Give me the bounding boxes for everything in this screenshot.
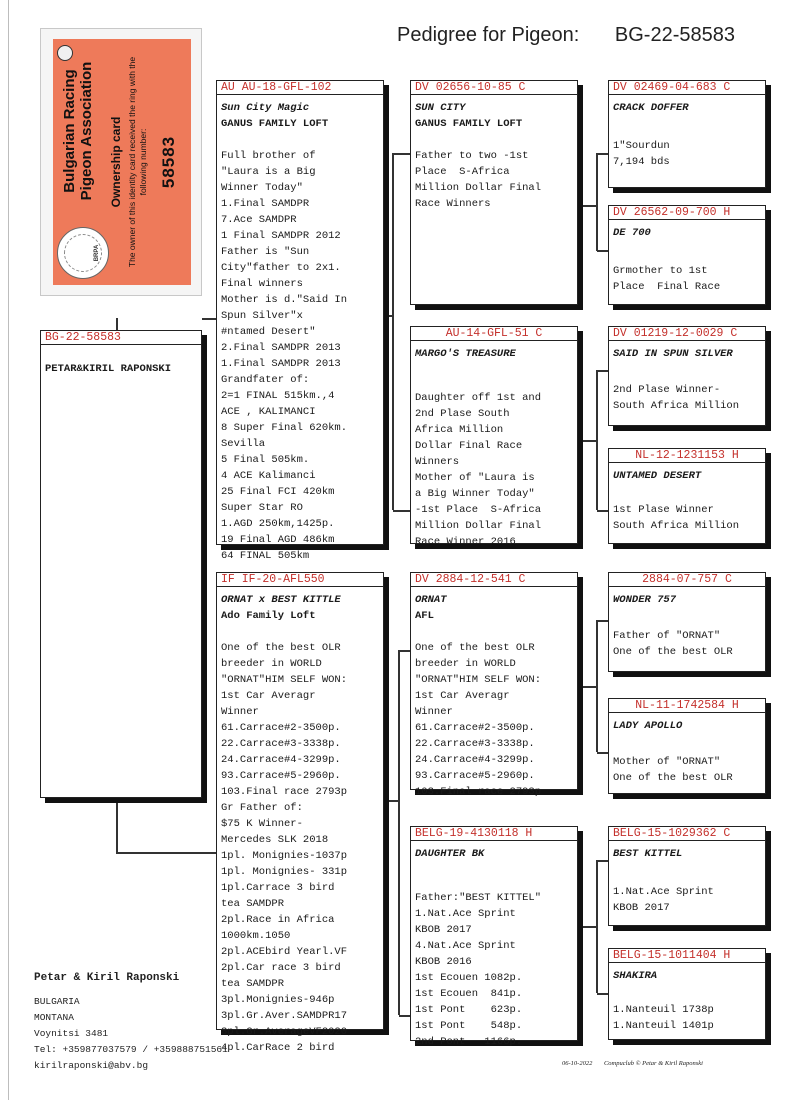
sire-loft: GANUS FAMILY LOFT — [221, 118, 329, 130]
subject-owner: PETAR&KIRIL RAPONSKI — [45, 363, 172, 375]
dsd-name: LADY APOLLO — [613, 720, 683, 732]
connector — [580, 926, 597, 928]
connector — [580, 205, 597, 207]
connector — [116, 800, 118, 852]
page-edge-line — [8, 0, 9, 1100]
page-title — [397, 24, 735, 47]
card-ring-number: 58583 — [159, 135, 178, 189]
sire-dam-dam-box — [608, 448, 766, 544]
footer — [562, 1060, 713, 1067]
connector — [597, 752, 608, 754]
connector — [597, 993, 608, 995]
owner-street: Voynitsi 3481 — [34, 1028, 109, 1039]
owner-phone: Tel: +359877037579 / +359888751561 — [34, 1044, 228, 1055]
connector — [597, 250, 608, 252]
dam-sire-loft: AFL — [415, 610, 434, 622]
dam-sire-ring: DV 2884-12-541 C — [411, 573, 577, 587]
sire-dam-box — [410, 326, 578, 548]
dam-loft: Ado Family Loft — [221, 610, 316, 622]
connector — [393, 153, 410, 155]
sire-box — [216, 80, 384, 562]
footer-software: Compuclub © Petar & Kiril Raponski — [603, 1060, 703, 1067]
dds-name: BEST KITTEL — [613, 848, 683, 860]
connector — [393, 510, 410, 512]
sire-dam-sire-box — [608, 326, 766, 426]
dam-dam-ring: BELG-19-4130118 H — [411, 827, 577, 841]
dam-box — [216, 572, 384, 1054]
dam-sire-name: ORNAT — [415, 594, 447, 606]
emblem-text: BRPA — [94, 244, 100, 262]
sdd-description: 1st Plase Winner South Africa Million — [613, 504, 740, 532]
card-association-name: Bulgarian Racing Pigeon Association — [61, 61, 95, 201]
sdd-name: UNTAMED DESERT — [613, 470, 702, 482]
dam-ring: IF IF-20-AFL550 — [217, 573, 383, 587]
connector — [399, 650, 410, 652]
dam-sire-dam-box — [608, 698, 766, 794]
connector — [116, 318, 118, 330]
card-description: The owner of this identity card received the ring with the following number: — [127, 56, 148, 268]
connector — [392, 153, 394, 510]
sds-ring: DV 01219-12-0029 C — [609, 327, 765, 341]
dam-name: ORNAT x BEST KITTLE — [221, 594, 341, 606]
dam-dam-name: DAUGHTER BK — [415, 848, 485, 860]
connector — [596, 153, 598, 251]
sire-dam-description: Daughter off 1st and 2nd Plase South Africa Million Dollar Final Race Winners Mother of "Laura is a Big Winner Today" -1st Place S-Africa Million Dollar Final Race Winner 2016 — [415, 392, 542, 548]
sire-sire-dam-box — [608, 205, 766, 305]
ownership-card-face — [53, 39, 191, 285]
connector — [597, 860, 608, 862]
dam-sire-description: One of the best OLR breeder in WORLD "ORNAT"HIM SELF WON: 1st Car Averagr Winner 61.Carrace#2-3500p. 22.Carrace#3-3338p. 24.Carrace#4-3299p. 93.Carrace#5-2960p. 103.Final race 2793p — [415, 642, 542, 798]
dss-name: WONDER 757 — [613, 594, 677, 606]
ownership-card — [40, 28, 202, 296]
dam-description: One of the best OLR breeder in WORLD "ORNAT"HIM SELF WON: 1st Car Averagr Winner 61.Carrace#2-3500p. 22.Carrace#3-3338p. 24.Carrace#4-3299p. 93.Carrace#5-2960p. 103.Final race 2793p Gr Father of: $75 K Winner- Mercedes SLK 2018 1pl. Monignies-1037p 1pl. Monignies- 331p 1pl.Carrace 3 bird tea SAMDPR 2pl.Race in Africa 1000km.1050 2pl.ACEbird Yearl.VF 2pl.Car race 3 bird tea SAMDPR 3pl.Monignies-946p 3pl.Gr.Aver.SAMDPR17 3pl.Gr.AverageVF2020 4pl.CarRace 2 bird — [221, 642, 348, 1054]
dam-sire-box — [410, 572, 578, 798]
dam-dam-description: Father:"BEST KITTEL" 1.Nat.Ace Sprint KBOB 2017 4.Nat.Ace Sprint KBOB 2016 1st Ecouen 1082p. 1st Ecouen 841p. 1st Pont 623p. 1st Pont 548p. 2nd Pont 1166p. — [415, 892, 542, 1048]
subject-box — [40, 330, 202, 798]
connector — [398, 650, 400, 1015]
subject-ring: BG-22-58583 — [41, 331, 201, 345]
owner-info — [34, 970, 228, 1074]
sds-description: 2nd Plase Winner- South Africa Million — [613, 384, 740, 412]
dsd-description: Mother of "ORNAT" One of the best OLR — [613, 756, 733, 784]
sire-dam-name: MARGO'S TREASURE — [415, 348, 516, 360]
dam-dam-sire-box — [608, 826, 766, 926]
ddd-description: 1.Nanteuil 1738p 1.Nanteuil 1401p — [613, 1004, 714, 1032]
connector — [385, 800, 399, 802]
owner-region: MONTANA — [34, 1012, 74, 1023]
sire-sire-description: Father to two -1st Place S-Africa Million Dollar Final Race Winners — [415, 150, 542, 210]
sire-sire-loft: GANUS FAMILY LOFT — [415, 118, 523, 130]
connector — [399, 1015, 410, 1017]
dds-description: 1.Nat.Ace Sprint KBOB 2017 — [613, 886, 714, 914]
title-label: Pedigree for Pigeon: — [397, 24, 580, 46]
ssd-ring: DV 26562-09-700 H — [609, 206, 765, 220]
sss-ring: DV 02469-04-683 C — [609, 81, 765, 95]
sire-description: Full brother of "Laura is a Big Winner Today" 1.Final SAMDPR 7.Ace SAMDPR 1 Final SAMDPR 2012 Father is "Sun City"father to 2x1. Final winners Mother is d."Said In Spun Silver"x #ntamed Desert" 2.Final SAMDPR 2013 1.Final SAMDPR 2013 Grandfater of: 2=1 FINAL 515km.,4 ACE , KALIMANCI 8 Super Final 620km. Sevilla 5 Final 505km. 4 ACE Kalimanci 25 Final FCI 420km Super Star RO 1.AGD 250km,1425p. 19 Final AGD 486km 64 FINAL 505km — [221, 150, 348, 562]
dsd-ring: NL-11-1742584 H — [609, 699, 765, 713]
connector — [597, 510, 608, 512]
sire-sire-box — [410, 80, 578, 305]
dam-sire-sire-box — [608, 572, 766, 672]
footer-date: 06-10-2022 — [562, 1060, 593, 1067]
sire-ring: AU AU-18-GFL-102 — [217, 81, 383, 95]
sds-name: SAID IN SPUN SILVER — [613, 348, 733, 360]
owner-name: Petar & Kiril Raponski — [34, 972, 180, 984]
ddd-ring: BELG-15-1011404 H — [609, 949, 765, 963]
sire-sire-name: SUN CITY — [415, 102, 466, 114]
dam-dam-dam-box — [608, 948, 766, 1040]
association-emblem-icon — [57, 227, 109, 279]
sire-sire-sire-box — [608, 80, 766, 188]
connector — [116, 852, 216, 854]
card-subtitle: Ownership card — [109, 116, 123, 208]
connector — [385, 315, 393, 317]
sire-sire-ring: DV 02656-10-85 C — [411, 81, 577, 95]
sire-dam-ring: AU-14-GFL-51 C — [411, 327, 577, 341]
owner-email: kirilraponski@abv.bg — [34, 1060, 149, 1071]
owner-country: BULGARIA — [34, 996, 80, 1007]
sss-description: 1"Sourdun 7,194 bds — [613, 140, 670, 168]
ddd-name: SHAKIRA — [613, 970, 658, 982]
ssd-name: DE 700 — [613, 227, 651, 239]
connector — [597, 620, 608, 622]
dds-ring: BELG-15-1029362 C — [609, 827, 765, 841]
sdd-ring: NL-12-1231153 H — [609, 449, 765, 463]
dam-dam-box — [410, 826, 578, 1048]
connector — [580, 686, 597, 688]
dss-ring: 2884-07-757 C — [609, 573, 765, 587]
dss-description: Father of "ORNAT" One of the best OLR — [613, 630, 733, 658]
sss-name: CRACK DOFFER — [613, 102, 689, 114]
connector — [580, 440, 597, 442]
sire-name: Sun City Magic — [221, 102, 310, 114]
ssd-description: Grmother to 1st Place Final Race — [613, 265, 721, 293]
connector — [202, 318, 217, 320]
connector — [597, 370, 608, 372]
connector — [597, 153, 608, 155]
title-ring-number: BG-22-58583 — [614, 24, 735, 46]
